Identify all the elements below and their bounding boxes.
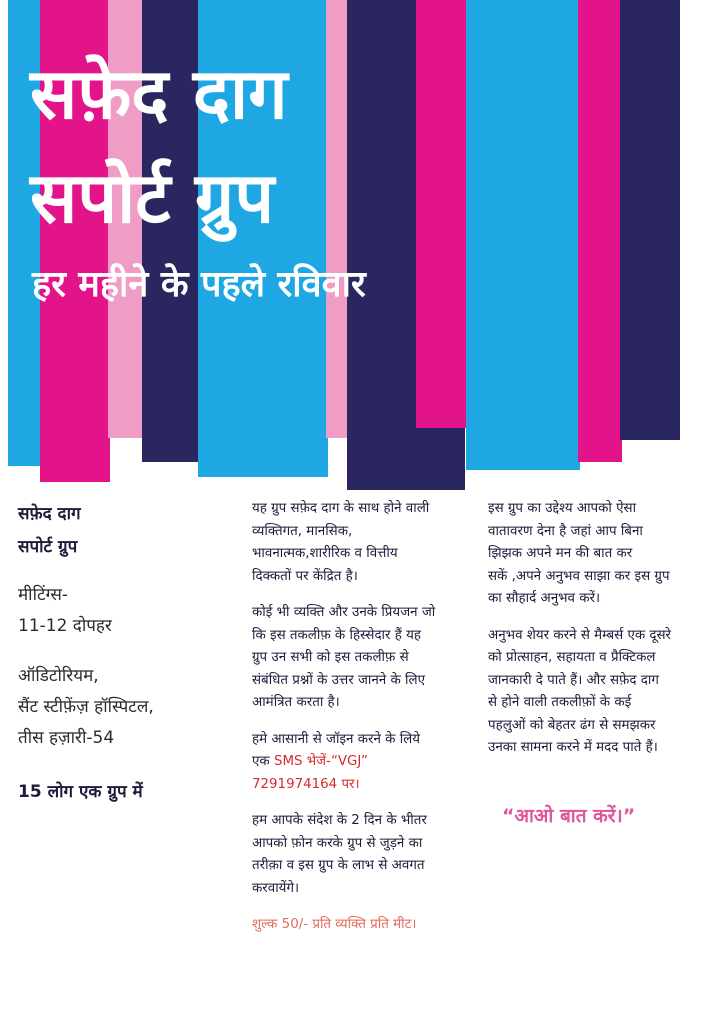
text-line: करवायेंगे। bbox=[252, 880, 300, 896]
text-line: से होने वाली तकलीफ़ों के कई bbox=[488, 695, 632, 710]
join-prefix: एक bbox=[252, 754, 274, 769]
text-line: ग्रुप उन सभी को इस तकलीफ़ से bbox=[252, 650, 409, 665]
text-line: अनुभव शेयर करने से मैम्बर्स एक दूसरे bbox=[488, 627, 672, 643]
right-para2 bbox=[488, 625, 716, 760]
join-line1: हमे आसानी से जॉइन करने के लिये bbox=[252, 731, 421, 747]
group-name-line2: सपोर्ट ग्रुप bbox=[18, 537, 78, 557]
text-line: का सौहार्द अनुभव करें। bbox=[488, 591, 601, 606]
stripe-sky-blue bbox=[466, 0, 580, 470]
poster-title-line1: सफ़ेद दाग bbox=[30, 53, 288, 135]
group-size: 15 लोग एक ग्रुप में bbox=[18, 782, 143, 802]
mid-para-join bbox=[252, 729, 474, 797]
mid-para2 bbox=[252, 602, 474, 715]
stripe-magenta bbox=[578, 0, 622, 462]
meeting-label: मीटिंग्स- bbox=[18, 585, 68, 605]
text-line: कोई भी व्यक्ति और उनके प्रियजन जो bbox=[252, 605, 436, 620]
text-line: जानकारी दे पाते हैं। और सफ़ेद दाग bbox=[488, 672, 659, 688]
tagline-quote: “आओ बात करें।” bbox=[502, 804, 636, 827]
sms-text: SMS भेजें-“VGJ” bbox=[273, 754, 368, 769]
text-line: यह ग्रुप सफ़ेद दाग के साथ होने वाली bbox=[252, 501, 430, 516]
text-line: वातावरण देना है जहां आप बिना bbox=[488, 523, 643, 539]
venue-line2: सैंट स्टीफ़ेंज़ हॉस्पिटल, bbox=[18, 697, 154, 717]
text-line: भावनात्मक,शारीरिक व वित्तीय bbox=[252, 546, 398, 561]
text-line: सकें ,अपने अनुभव साझा कर इस ग्रुप bbox=[488, 568, 670, 584]
fee-note: शुल्क 50/- प्रति व्यक्ति प्रति मीट। bbox=[252, 917, 417, 932]
text-line: तरीक़ा व इस ग्रुप के लाभ से अवगत bbox=[252, 858, 425, 873]
sms-number: 7291974164 पर। bbox=[252, 776, 360, 792]
right-para1 bbox=[488, 498, 716, 611]
text-line: व्यक्तिगत, मानसिक, bbox=[252, 523, 353, 539]
middle-column bbox=[252, 498, 474, 937]
group-name-line1: सफ़ेद दाग bbox=[18, 504, 81, 524]
text-line: हम आपके संदेश के 2 दिन के भीतर bbox=[252, 813, 427, 828]
venue-line3: तीस हज़ारी-54 bbox=[18, 728, 115, 748]
poster-title bbox=[30, 42, 288, 250]
right-column bbox=[488, 498, 716, 830]
text-line: आमंत्रित करता है। bbox=[252, 695, 340, 710]
text-line: पहलुओं को बेहतर ढंग से समझकर bbox=[488, 717, 656, 733]
stripe-navy bbox=[620, 0, 680, 440]
poster-subtitle: हर महीने के पहले रविवार bbox=[32, 264, 366, 305]
venue-line1: ऑडिटोरियम, bbox=[18, 666, 99, 686]
mid-para4 bbox=[252, 810, 474, 900]
text-line: झिझक अपने मन की बात कर bbox=[488, 546, 633, 561]
text-line: आपको फ़ोन करके ग्रुप से जुड़ने का bbox=[252, 835, 423, 851]
text-line: कि इस तकलीफ़ के हिस्सेदार हैं यह bbox=[252, 627, 422, 643]
text-line: इस ग्रुप का उद्देश्य आपको ऐसा bbox=[488, 501, 637, 516]
text-line: को प्रोत्साहन, सहायता व प्रैक्टिकल bbox=[488, 650, 656, 665]
text-line: उनका सामना करने में मदद पाते हैं। bbox=[488, 740, 658, 755]
stripe-magenta bbox=[416, 0, 468, 428]
left-column bbox=[18, 498, 228, 807]
meeting-time: 11-12 दोपहर bbox=[18, 616, 112, 636]
text-line: संबंधित प्रश्नों के उत्तर जानने के लिए bbox=[252, 672, 425, 688]
poster-title-line2: सपोर्ट ग्रुप bbox=[30, 157, 275, 239]
text-line: दिक्कतों पर केंद्रित है। bbox=[252, 568, 358, 584]
mid-para1 bbox=[252, 498, 474, 588]
